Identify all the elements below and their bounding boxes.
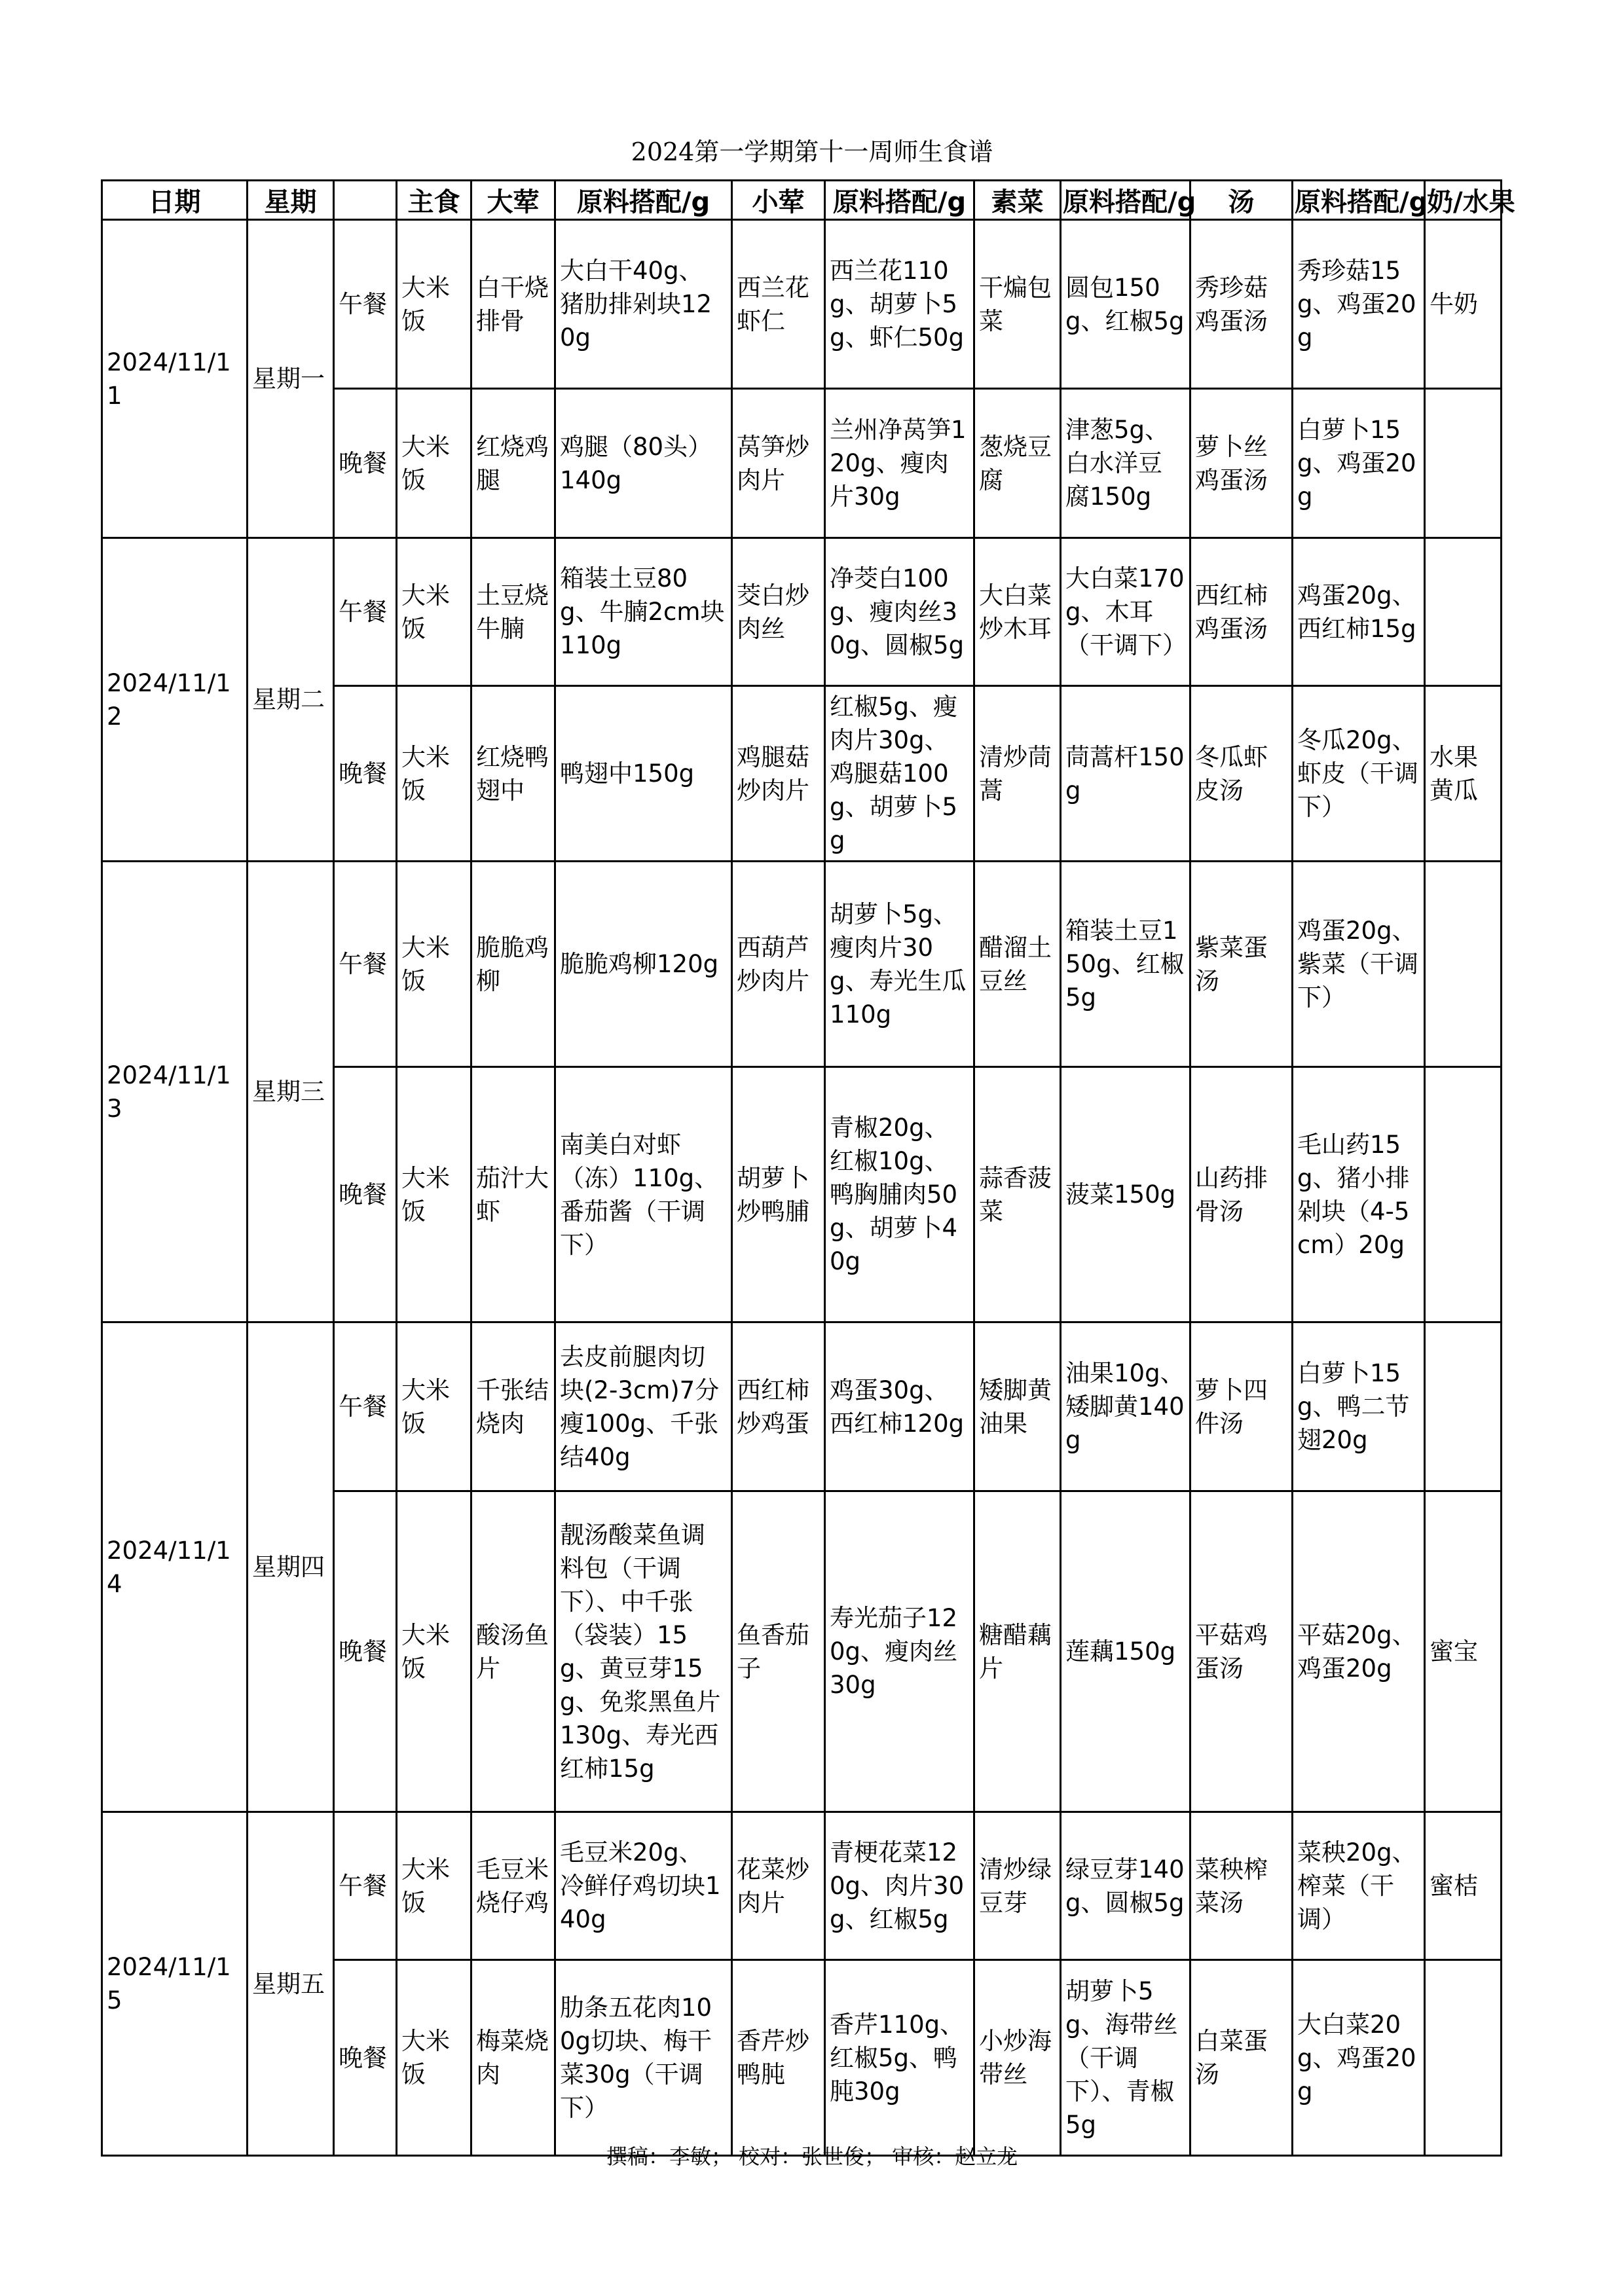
side-ingredients-cell: 青椒20g、红椒10g、鸭胸脯肉50g、胡萝卜40g [825,1067,974,1322]
side-dish-cell: 花菜炒肉片 [732,1812,825,1960]
vegetable-cell: 清炒茼蒿 [974,686,1061,862]
vegetable-cell: 清炒绿豆芽 [974,1812,1061,1960]
side-ingredients-cell: 胡萝卜5g、瘦肉片30g、寿光生瓜110g [825,862,974,1067]
main-ingredients-cell: 鸭翅中150g [555,686,732,862]
main-ingredients-cell: 肋条五花肉100g切块、梅干菜30g（干调下） [555,1960,732,2156]
main-ingredients-cell: 脆脆鸡柳120g [555,862,732,1067]
milk-fruit-cell [1425,862,1502,1067]
soup-ingredients-cell: 毛山药15g、猪小排剁块（4-5cm）20g [1293,1067,1425,1322]
header-side-dish: 小荤 [732,181,825,220]
footer-credits: 撰稿：李敏； 校对：张世俊； 审核：赵立龙 [606,2144,1018,2169]
staple-cell: 大米饭 [397,1960,471,2156]
menu-row [102,1812,1502,1960]
main-dish-cell: 脆脆鸡柳 [471,862,555,1067]
soup-ingredients-cell: 白萝卜15g、鸭二节翅20g [1293,1322,1425,1491]
header-vegetable: 素菜 [974,181,1061,220]
milk-fruit-cell [1425,1322,1502,1491]
vegetable-cell: 大白菜炒木耳 [974,538,1061,686]
soup-ingredients-cell: 秀珍菇15g、鸡蛋20g [1293,220,1425,389]
soup-cell: 白菜蛋汤 [1190,1960,1293,2156]
vegetable-cell: 糖醋藕片 [974,1491,1061,1812]
staple-cell: 大米饭 [397,686,471,862]
main-ingredients-cell: 大白干40g、猪肋排剁块120g [555,220,732,389]
side-dish-cell: 胡萝卜炒鸭脯 [732,1067,825,1322]
vegetable-ingredients-cell: 莲藕150g [1061,1491,1190,1812]
milk-fruit-cell [1425,1960,1502,2156]
vegetable-ingredients-cell: 油果10g、矮脚黄140g [1061,1322,1190,1491]
weekday-cell: 星期四 [248,1322,334,1812]
soup-cell: 紫菜蛋汤 [1190,862,1293,1067]
milk-fruit-cell: 水果黄瓜 [1425,686,1502,862]
main-dish-cell: 红烧鸡腿 [471,389,555,538]
soup-ingredients-cell: 平菇20g、鸡蛋20g [1293,1491,1425,1812]
meal-cell: 晚餐 [334,1960,397,2156]
header-weekday: 星期 [248,181,334,220]
header-staple: 主食 [397,181,471,220]
soup-cell: 平菇鸡蛋汤 [1190,1491,1293,1812]
side-dish-cell: 茭白炒肉丝 [732,538,825,686]
vegetable-ingredients-cell: 菠菜150g [1061,1067,1190,1322]
soup-cell: 冬瓜虾皮汤 [1190,686,1293,862]
vegetable-ingredients-cell: 圆包150g、红椒5g [1061,220,1190,389]
staple-cell: 大米饭 [397,1491,471,1812]
side-ingredients-cell: 鸡蛋30g、西红柿120g [825,1322,974,1491]
soup-ingredients-cell: 鸡蛋20g、紫菜（干调下） [1293,862,1425,1067]
date-cell: 2024/11/13 [102,862,248,1322]
weekday-cell: 星期三 [248,862,334,1322]
main-dish-cell: 毛豆米烧仔鸡 [471,1812,555,1960]
staple-cell: 大米饭 [397,389,471,538]
meal-cell: 晚餐 [334,1491,397,1812]
header-soup: 汤 [1190,181,1293,220]
date-cell: 2024/11/14 [102,1322,248,1812]
menu-row [102,538,1502,686]
soup-cell: 秀珍菇鸡蛋汤 [1190,220,1293,389]
vegetable-ingredients-cell: 茼蒿杆150g [1061,686,1190,862]
soup-ingredients-cell: 冬瓜20g、虾皮（干调下） [1293,686,1425,862]
weekday-cell: 星期二 [248,538,334,862]
main-dish-cell: 酸汤鱼片 [471,1491,555,1812]
vegetable-ingredients-cell: 津葱5g、白水洋豆腐150g [1061,389,1190,538]
main-ingredients-cell: 鸡腿（80头）140g [555,389,732,538]
soup-ingredients-cell: 大白菜20g、鸡蛋20g [1293,1960,1425,2156]
soup-cell: 萝卜四件汤 [1190,1322,1293,1491]
side-ingredients-cell: 红椒5g、瘦肉片30g、鸡腿菇100g、胡萝卜5g [825,686,974,862]
side-dish-cell: 西兰花虾仁 [732,220,825,389]
soup-cell: 西红柿鸡蛋汤 [1190,538,1293,686]
vegetable-cell: 矮脚黄油果 [974,1322,1061,1491]
side-ingredients-cell: 净茭白100g、瘦肉丝30g、圆椒5g [825,538,974,686]
vegetable-cell: 蒜香菠菜 [974,1067,1061,1322]
meal-cell: 午餐 [334,220,397,389]
side-dish-cell: 香芹炒鸭肫 [732,1960,825,2156]
vegetable-ingredients-cell: 胡萝卜5g、海带丝（干调下）、青椒5g [1061,1960,1190,2156]
main-ingredients-cell: 南美白对虾（冻）110g、番茄酱（干调下） [555,1067,732,1322]
header-soup-ingredients: 原料搭配/g [1293,181,1425,220]
menu-row [102,862,1502,1067]
menu-row [102,1322,1502,1491]
vegetable-cell: 干煸包菜 [974,220,1061,389]
milk-fruit-cell: 蜜桔 [1425,1812,1502,1960]
main-ingredients-cell: 箱装土豆80g、牛腩2cm块110g [555,538,732,686]
staple-cell: 大米饭 [397,1322,471,1491]
main-dish-cell: 茄汁大虾 [471,1067,555,1322]
page-title: 2024第一学期第十一周师生食谱 [631,137,993,166]
header-main-ingredients: 原料搭配/g [555,181,732,220]
milk-fruit-cell: 蜜宝 [1425,1491,1502,1812]
side-dish-cell: 莴笋炒肉片 [732,389,825,538]
side-ingredients-cell: 兰州净莴笋120g、瘦肉片30g [825,389,974,538]
main-dish-cell: 红烧鸭翅中 [471,686,555,862]
side-dish-cell: 鸡腿菇炒肉片 [732,686,825,862]
staple-cell: 大米饭 [397,862,471,1067]
header-meal [334,181,397,220]
main-dish-cell: 梅菜烧肉 [471,1960,555,2156]
vegetable-cell: 葱烧豆腐 [974,389,1061,538]
side-ingredients-cell: 西兰花110g、胡萝卜5g、虾仁50g [825,220,974,389]
staple-cell: 大米饭 [397,1067,471,1322]
date-cell: 2024/11/12 [102,538,248,862]
meal-cell: 晚餐 [334,686,397,862]
meal-cell: 晚餐 [334,389,397,538]
milk-fruit-cell [1425,389,1502,538]
header-vegetable-ingredients: 原料搭配/g [1061,181,1190,220]
meal-cell: 午餐 [334,1812,397,1960]
side-ingredients-cell: 寿光茄子120g、瘦肉丝30g [825,1491,974,1812]
main-ingredients-cell: 去皮前腿肉切块(2-3cm)7分瘦100g、千张结40g [555,1322,732,1491]
side-ingredients-cell: 香芹110g、红椒5g、鸭肫30g [825,1960,974,2156]
header-row [102,181,1502,220]
date-cell: 2024/11/11 [102,220,248,538]
milk-fruit-cell [1425,1067,1502,1322]
staple-cell: 大米饭 [397,538,471,686]
menu-body [102,220,1502,2156]
side-ingredients-cell: 青梗花菜120g、肉片30g、红椒5g [825,1812,974,1960]
soup-ingredients-cell: 菜秧20g、榨菜（干调） [1293,1812,1425,1960]
staple-cell: 大米饭 [397,220,471,389]
staple-cell: 大米饭 [397,1812,471,1960]
header-date: 日期 [102,181,248,220]
weekday-cell: 星期一 [248,220,334,538]
side-dish-cell: 西葫芦炒肉片 [732,862,825,1067]
soup-ingredients-cell: 白萝卜15g、鸡蛋20g [1293,389,1425,538]
vegetable-ingredients-cell: 箱装土豆150g、红椒5g [1061,862,1190,1067]
side-dish-cell: 鱼香茄子 [732,1491,825,1812]
vegetable-ingredients-cell: 大白菜170g、木耳（干调下） [1061,538,1190,686]
meal-cell: 午餐 [334,862,397,1067]
main-ingredients-cell: 毛豆米20g、冷鲜仔鸡切块140g [555,1812,732,1960]
date-cell: 2024/11/15 [102,1812,248,2156]
vegetable-cell: 醋溜土豆丝 [974,862,1061,1067]
main-ingredients-cell: 靓汤酸菜鱼调料包（干调下）、中千张（袋装）15g、黄豆芽15g、免浆黑鱼片130g、寿光西红柿15g [555,1491,732,1812]
side-dish-cell: 西红柿炒鸡蛋 [732,1322,825,1491]
milk-fruit-cell [1425,538,1502,686]
meal-cell: 午餐 [334,1322,397,1491]
meal-cell: 晚餐 [334,1067,397,1322]
header-side-ingredients: 原料搭配/g [825,181,974,220]
menu-table [101,179,1515,2157]
soup-cell: 山药排骨汤 [1190,1067,1293,1322]
header-milk-fruit: 奶/水果 [1425,181,1502,220]
main-dish-cell: 土豆烧牛腩 [471,538,555,686]
milk-fruit-cell: 牛奶 [1425,220,1502,389]
main-dish-cell: 白干烧排骨 [471,220,555,389]
menu-row [102,220,1502,389]
vegetable-cell: 小炒海带丝 [974,1960,1061,2156]
weekday-cell: 星期五 [248,1812,334,2156]
main-dish-cell: 千张结烧肉 [471,1322,555,1491]
soup-cell: 萝卜丝鸡蛋汤 [1190,389,1293,538]
soup-cell: 菜秧榨菜汤 [1190,1812,1293,1960]
meal-cell: 午餐 [334,538,397,686]
vegetable-ingredients-cell: 绿豆芽140g、圆椒5g [1061,1812,1190,1960]
header-main-dish: 大荤 [471,181,555,220]
soup-ingredients-cell: 鸡蛋20g、西红柿15g [1293,538,1425,686]
